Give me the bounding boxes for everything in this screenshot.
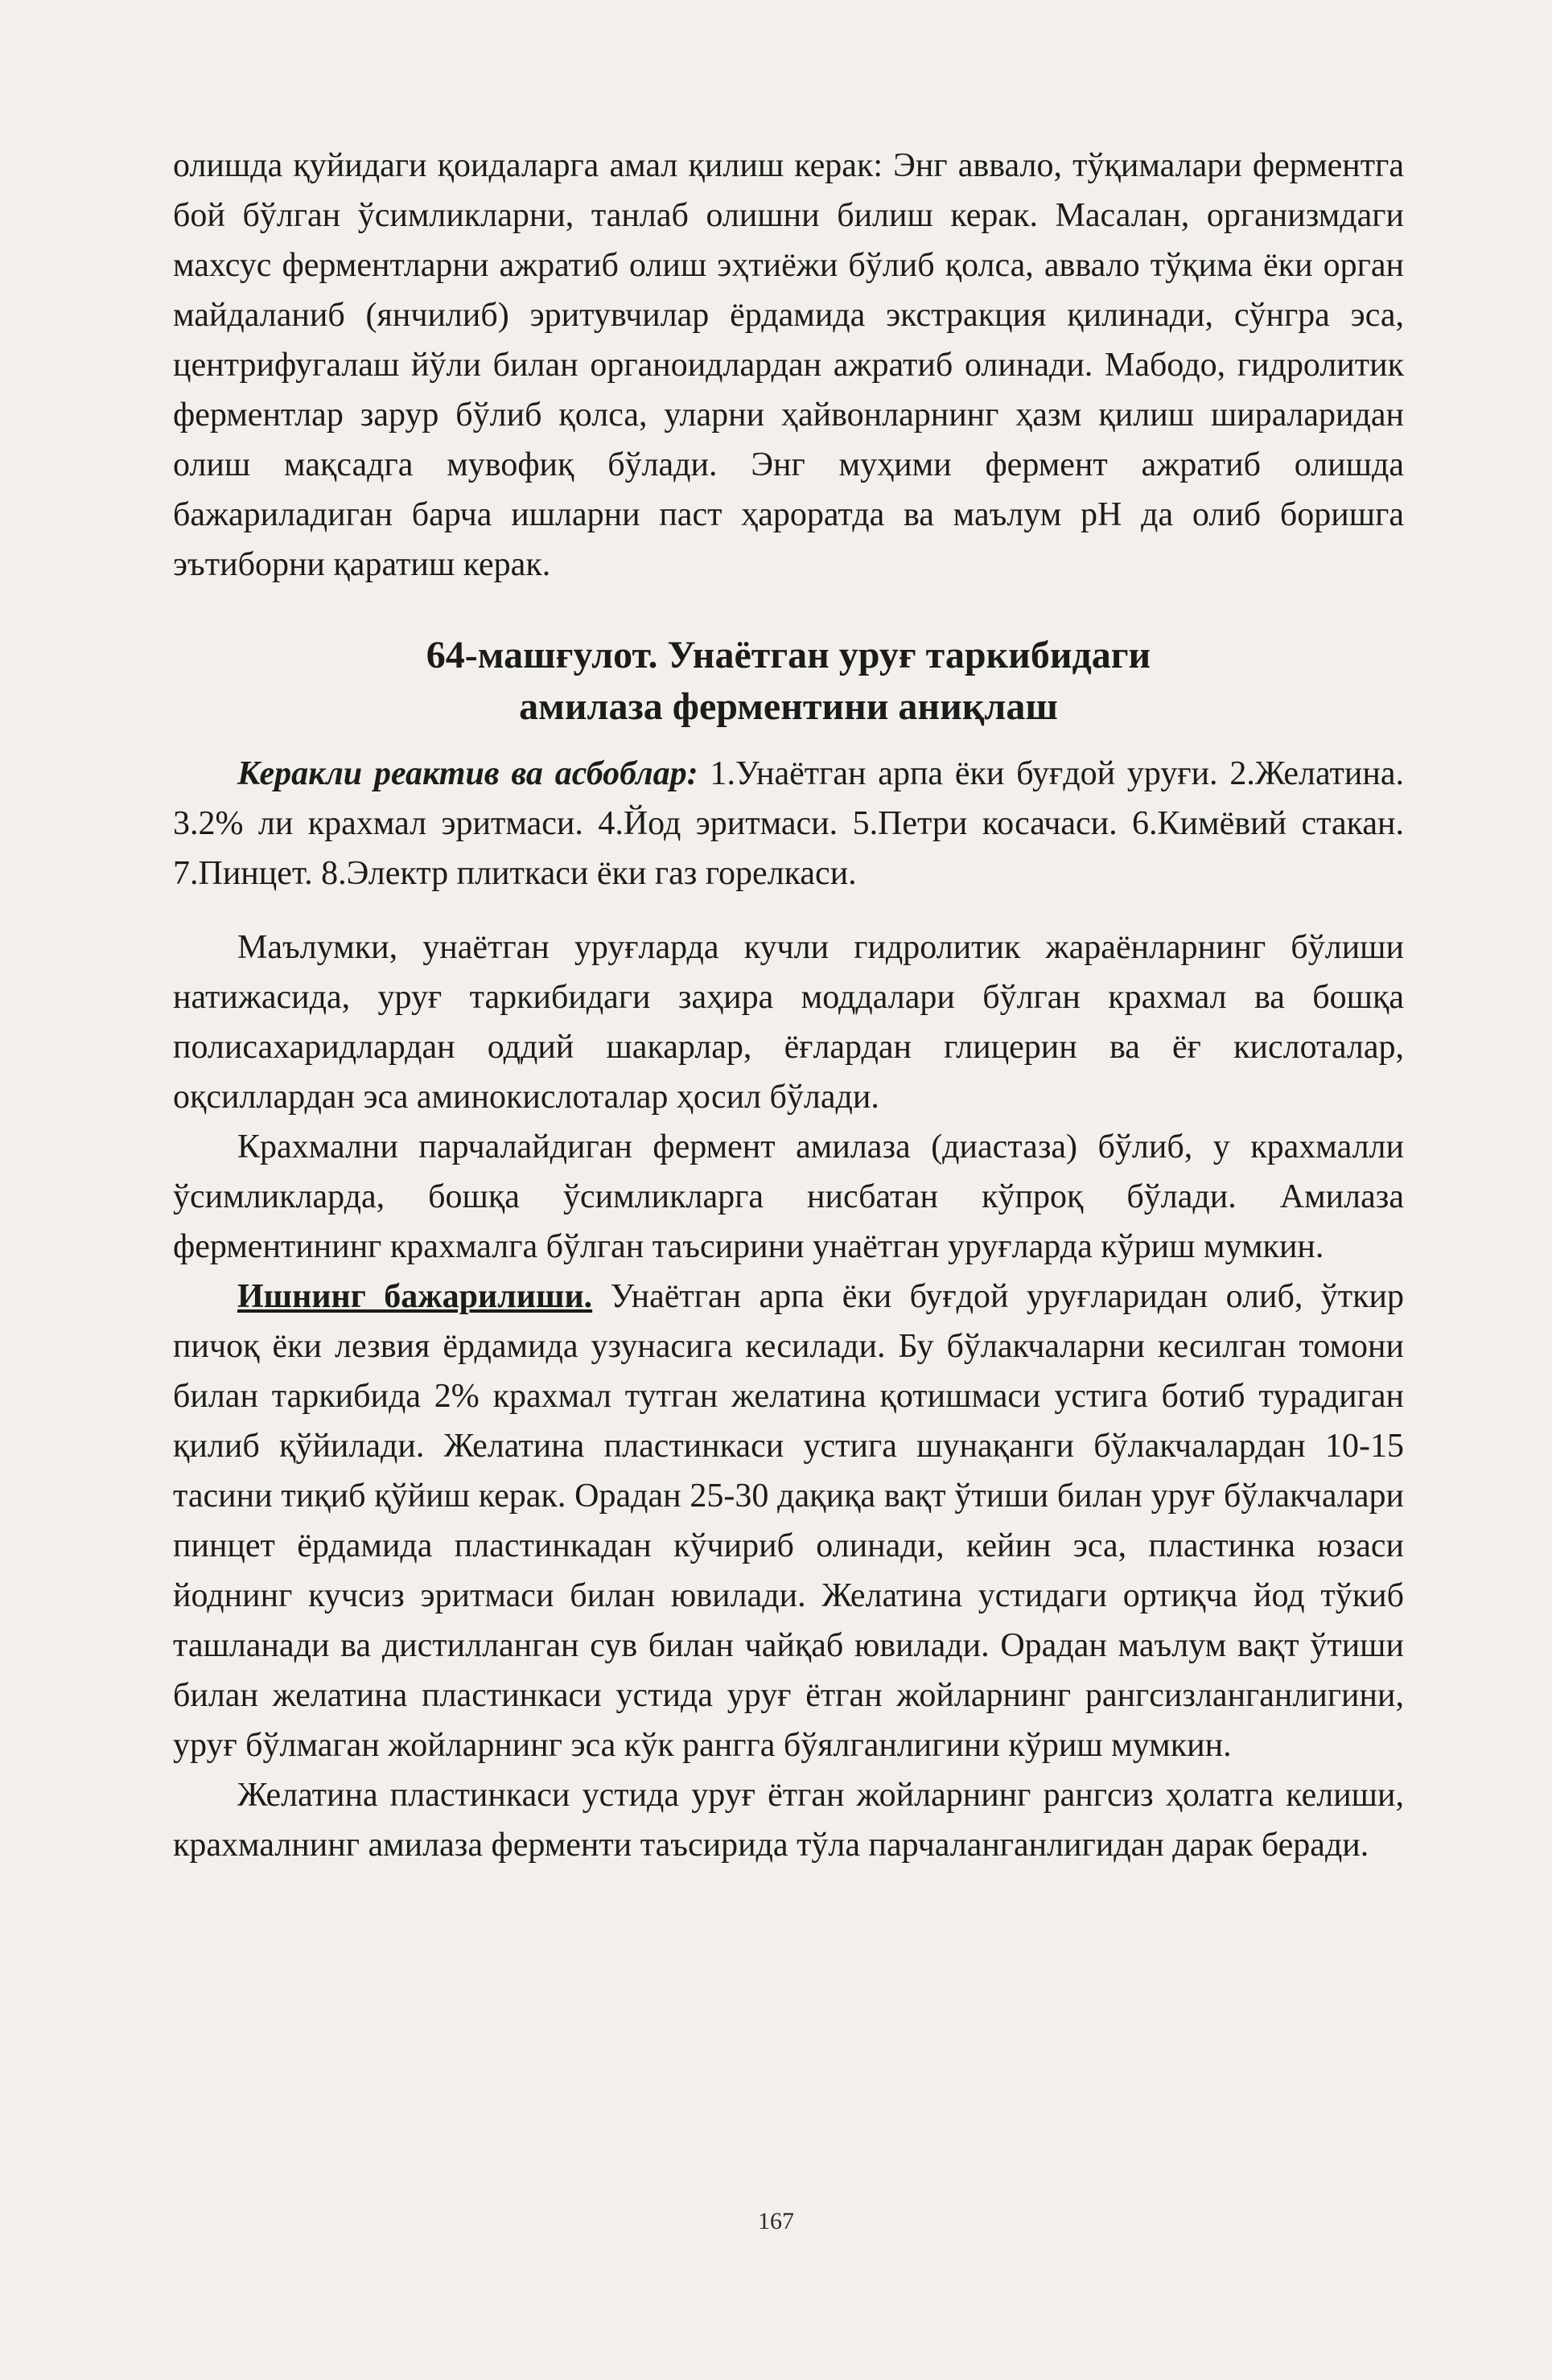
reagents-label: Керакли реактив ва асбоблар: bbox=[237, 755, 698, 792]
reagents-list: 1.Унаётган арпа ёки буғдой уруғи. 2.Желатина. 3.2% ли крахмал эритмаси. 4.Йод эритмаси. 5.Петри косачаси. 6.Кимёвий стакан. 7.Пинцет. 8.Электр плиткаси ёки газ горелкаси. bbox=[173, 755, 1404, 892]
procedure-paragraph bbox=[173, 1272, 1404, 1770]
reagents-paragraph bbox=[173, 749, 1404, 898]
procedure-label: Ишнинг бажарилиши. bbox=[237, 1278, 593, 1315]
page-number: 167 bbox=[758, 2208, 794, 2234]
lesson-heading-line2: амилаза ферментини аниқлаш bbox=[519, 685, 1058, 728]
lesson-heading-line1: 64-машғулот. Унаётган уруғ таркибидаги bbox=[426, 634, 1151, 676]
info-paragraph: Маълумки, унаётган уруғларда кучли гидролитик жараёнларнинг бўлиши натижасида, уруғ таркибидаги заҳира моддалари бўлган крахмал ва бошқа полисахаридлардан оддий шакарлар, ёғлардан глицерин ва ёғ кислоталар, оқсиллардан эса аминокислоталар ҳосил бўлади. bbox=[173, 929, 1404, 1116]
procedure-text: Унаётган арпа ёки буғдой уруғларидан олиб, ўткир пичоқ ёки лезвия ёрдамида узунасига кесилади. Бу бўлакчаларни кесилган томони билан таркибида 2% крахмал тутган желатина қотишмаси устига ботиб турадиган қилиб қўйилади. Желатина пластинкаси устига шунақанги бўлакчалардан 10-15 тасини тиқиб қўйиш керак. Орадан 25-30 дақиқа вақт ўтиши билан уруғ бўлакчалари пинцет ёрдамида пластинкадан кўчириб олинади, кейин эса, пластинка юзаси йоднинг кучсиз эритмаси билан ювилади. Желатина устидаги ортиқча йод тўкиб ташланади ва дистилланган сув билан чайқаб ювилади. Орадан маълум вақт ўтиши билан желатина пластинкаси устида уруғ ётган жойларнинг рангсизланганлигини, уруғ бўлмаган жойларнинг эса кўк рангга бўялганлигини кўриш мумкин. bbox=[173, 1278, 1404, 1764]
amylase-paragraph: Крахмални парчалайдиган фермент амилаза (диастаза) бўлиб, у крахмалли ўсимликларда, бошқа ўсимликларга нисбатан кўпроқ бўлади. Амилаза ферментининг крахмалга бўлган таъсирини унаётган уруғларда кўриш мумкин. bbox=[173, 1128, 1404, 1265]
intro-paragraph: олишда қуйидаги қоидаларга амал қилиш керак: Энг аввало, тўқималари ферментга бой бўлган ўсимликларни, танлаб олишни билиш керак. Масалан, организмдаги махсус ферментларни ажратиб олиш эҳтиёжи бўлиб қолса, аввало тўқима ёки орган майдаланиб (янчилиб) эритувчилар ёрдамида экстракция қилинади, сўнгра эса, центрифугалаш йўли билан органоидлардан ажратиб олинади. Мабодо, гидролитик ферментлар зарур бўлиб қолса, уларни ҳайвонларнинг ҳазм қилиш ширaларидан олиш мақсадга мувофиқ бўлади. Энг муҳими фермент ажратиб олишда бажариладиган барча ишларни паст ҳароратда ва маълум pH да олиб боришга эътиборни қаратиш керак. bbox=[173, 147, 1404, 583]
lesson-heading bbox=[173, 630, 1404, 733]
document-body bbox=[173, 141, 1404, 1870]
conclusion-paragraph: Желатина пластинкаси устида уруғ ётган жойларнинг рангсиз ҳолатга келиши, крахмалнинг амилаза ферменти таъсирида тўла парчаланганлигидан дарак беради. bbox=[173, 1777, 1404, 1864]
